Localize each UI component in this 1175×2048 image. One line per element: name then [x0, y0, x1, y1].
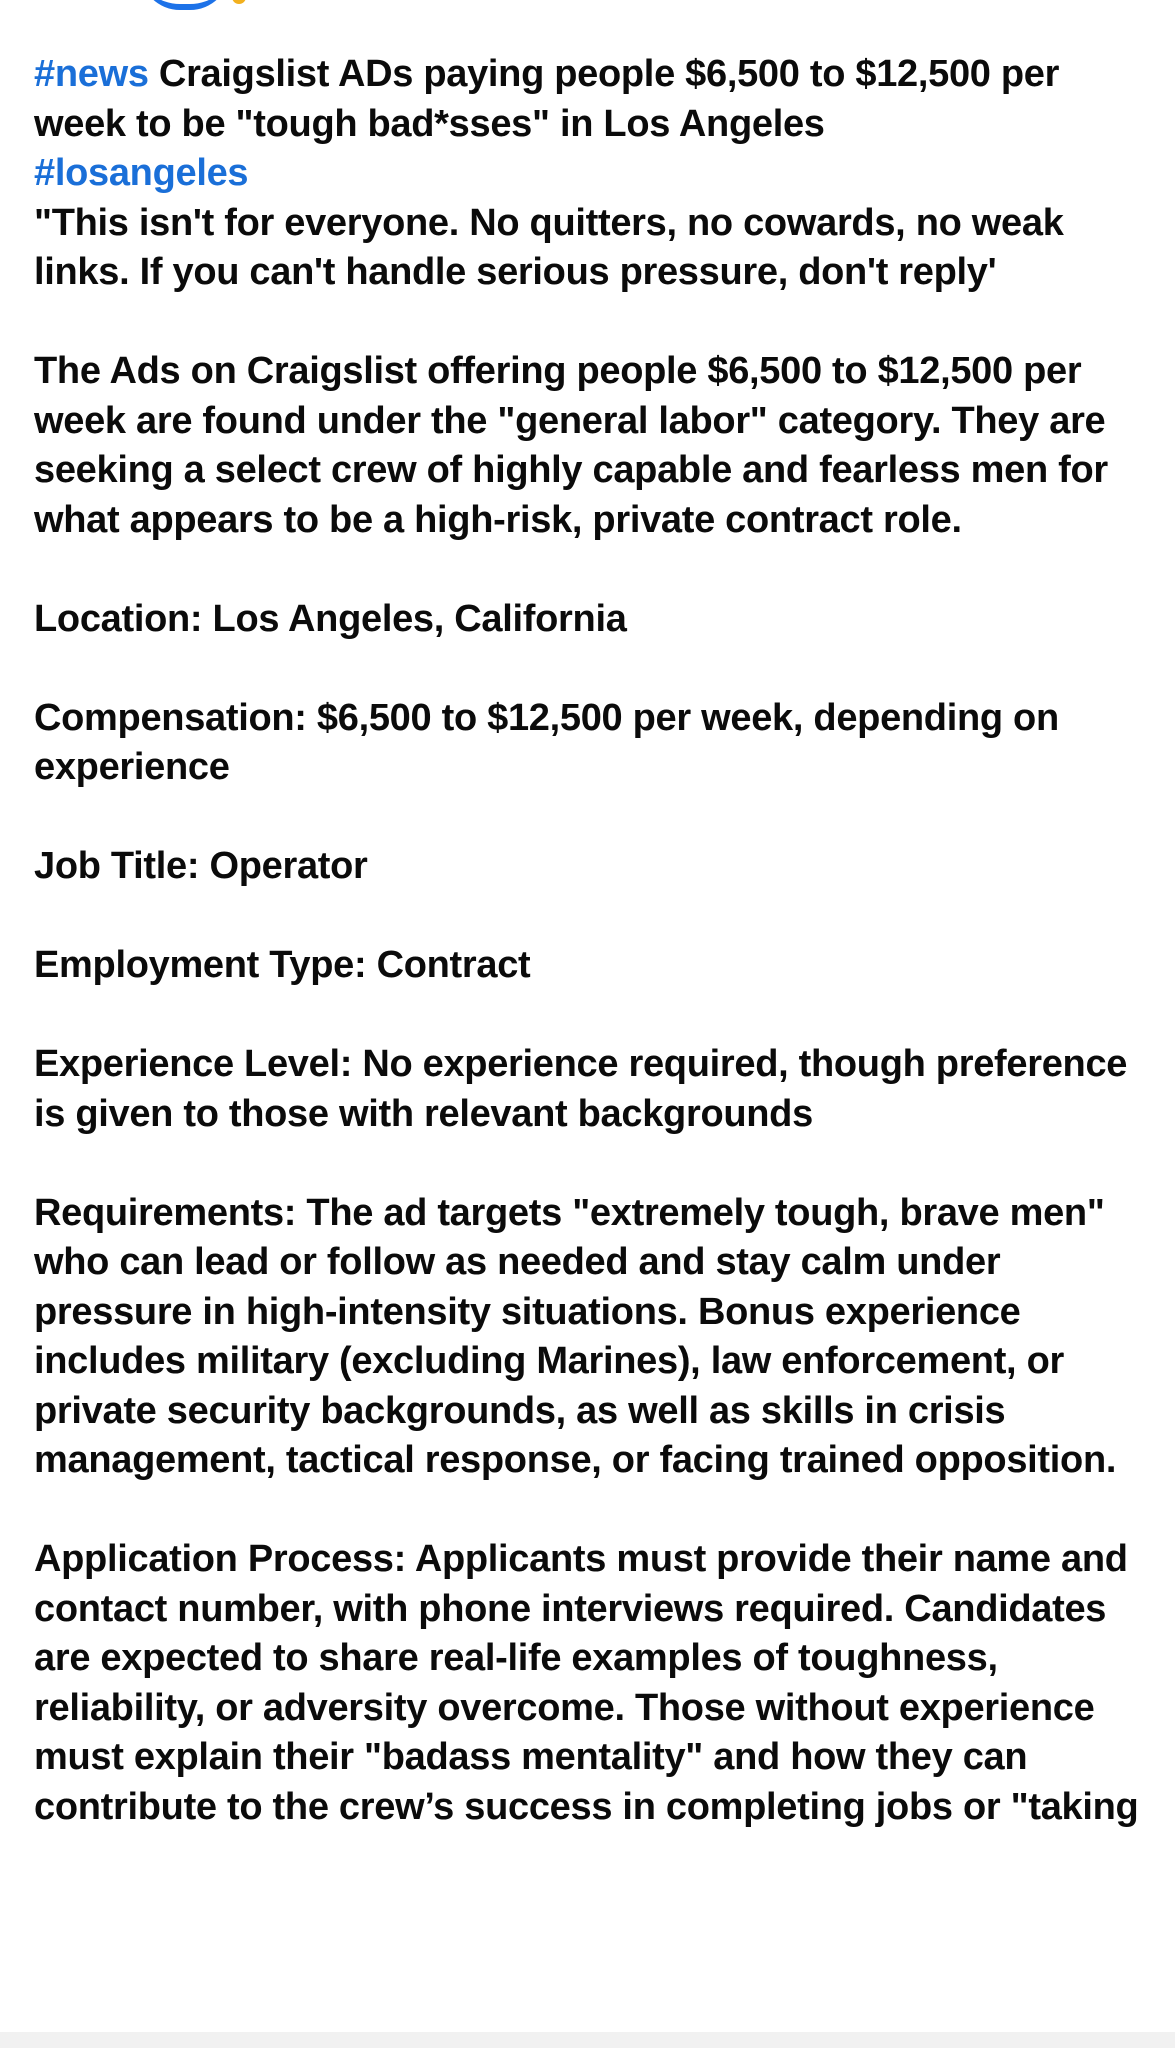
employment-type: Employment Type: Contract [34, 944, 531, 986]
intro-paragraph: The Ads on Craigslist offering people $6,500 to $12,500 per week are found under the "general labor" category. They are seeking a select crew of highly capable and fearless men for what appears to be a high-risk, private contract role. [34, 350, 1108, 541]
experience-level: Experience Level: No experience required, though preference is given to those with relevant backgrounds [34, 1043, 1128, 1135]
requirements: Requirements: The ad targets "extremely tough, brave men" who can lead or follow as needed and stay calm under pressure in high-intensity situations. Bonus experience includes military (excluding Marines), law enforcement, or private security backgrounds, as well as skills in crisis management, tactical response, or facing trained opposition. [34, 1191, 1117, 1481]
application-process: Application Process: Applicants must provide their name and contact number, with phone interviews required. Candidates are expected to share real-life examples of toughness, reliability, or adversity overcome. Those without experience must explain their "badass mentality" and how they can contribute to the crew’s success in completing jobs or "taking [34, 1538, 1139, 1828]
quote: "This isn't for everyone. No quitters, no cowards, no weak links. If you can't handle serious pressure, don't reply' [34, 201, 1064, 293]
job-title: Job Title: Operator [34, 845, 368, 887]
logo-fragment [140, 0, 230, 10]
headline-text: Craigslist ADs paying people $6,500 to $12,500 per week to be "tough bad*sses" in Los Angeles [34, 53, 1060, 145]
logo-fragment-accent [232, 0, 246, 4]
headline [34, 50, 1149, 149]
hashtag-losangeles[interactable]: #losangeles [34, 152, 249, 194]
bottom-edge [0, 2032, 1175, 2048]
location: Location: Los Angeles, California [34, 597, 627, 640]
hashtag-line [34, 149, 1149, 199]
compensation: Compensation: $6,500 to $12,500 per week, depending on experience [34, 696, 1059, 788]
post-body [34, 50, 1149, 1882]
hashtag-news[interactable]: #news [34, 53, 149, 95]
